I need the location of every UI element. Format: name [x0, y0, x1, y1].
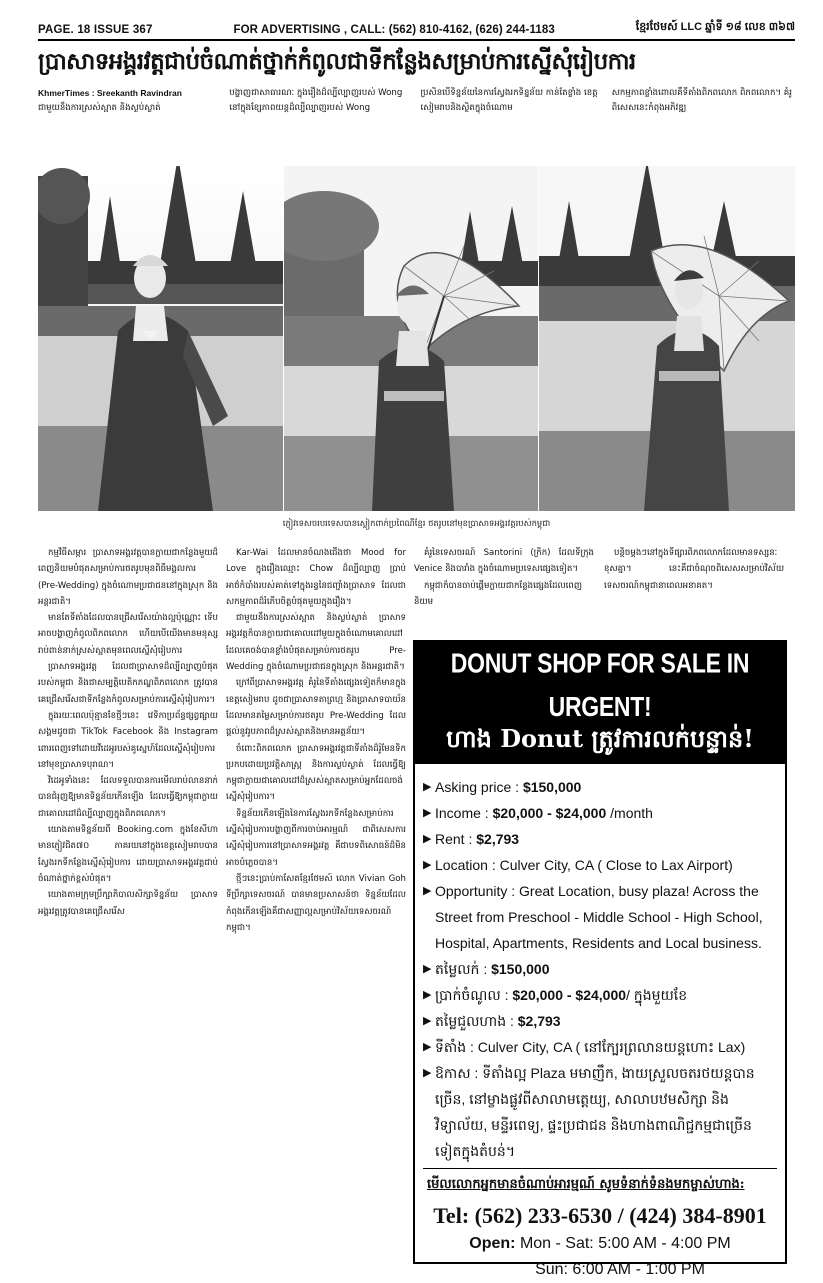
ad-detail-text — [435, 826, 777, 852]
ad-call-to-action: មើលលោកអ្នកមានចំណាប់អារម្មណ៍ សូមទំនាក់ទំនងមកម្ចាស់ហាង: — [423, 1168, 777, 1197]
bullet-arrow-icon: ▶ — [423, 1067, 432, 1079]
col2-paragraph: ថ្មីៗនេះប្រាប់កាសែតខ្មែរថែមស៍ លោក Vivian Goh ទីប្រឹក្សាទេសចរណ៍ បានមានប្រសាសន៍ថា ទិន្នន័យដែលកំពុងកើនឡើងគឺជាសញ្ញាល្អសម្រាប់វិស័យទេសចរណ៍កម្ពុជា។ — [226, 873, 406, 933]
col3-paragraph: គំរូនៃទេសចរណ៍ Santorini (ក្រិក) ដែលទីក្រុង Venice និងបារាំង ក្នុងចំណោមប្រទេសផ្សេងទៀត។ — [414, 548, 594, 575]
ad-detail-value: $150,000 — [491, 961, 550, 977]
ad-detail-label: ទីតាំង : — [435, 1039, 478, 1055]
masthead: ខ្មែរថែមស៍ LLC ឆ្នាំទី ១៨ លេខ ៣៦៧ — [635, 21, 795, 33]
ad-detail-row — [423, 1034, 777, 1060]
ad-title-khmer: ហាង Donut ត្រូវការលក់បន្ទាន់! — [446, 724, 754, 753]
ad-detail-label: Income : — [435, 805, 493, 821]
ad-detail-value: $20,000 - $24,000 — [492, 805, 607, 821]
page-header — [38, 12, 795, 41]
ad-detail-text — [435, 878, 777, 956]
ad-title-english: DONUT SHOP FOR SALE IN URGENT! — [450, 647, 750, 722]
ad-detail-value: $20,000 - $24,000 — [512, 987, 627, 1003]
bullet-arrow-icon: ▶ — [423, 781, 432, 793]
ad-hours — [415, 1231, 785, 1283]
ad-detail-label: Rent : — [435, 831, 477, 847]
col1-paragraph: ប្រាសាទអង្គរវត្ត ដែលជាប្រាសាទដ៏ល្បីល្បាញបំផុតរបស់កម្ពុជា និងជាសម្បត្តិបេតិកភណ្ឌពិភពលោក ត្រូវបានគេជ្រើសរើសជាទីកន្លែងកំពូលសម្រាប់ការស្នើសុំរៀបការ។ — [38, 662, 218, 705]
col1-paragraph: ក្នុងរយៈពេលប៉ុន្មានខែថ្មីៗនេះ វេទិកាប្រព័ន្ធផ្សព្វផ្សាយសង្គមដូចជា TikTok Facebook និង Instagram ពោរពេញទៅដោយវីដេអូរបស់គូស្នេហ៍ដែលស្នើសុំរៀបការនៅមុខប្រាសាទបុរាណ។ — [38, 710, 218, 770]
body-col-2 — [226, 545, 406, 1260]
intro-text-1: ជាមួយនឹងការស្រស់ស្អាត និងស្ងប់ស្ងាត់ — [38, 103, 161, 113]
photo-strip — [38, 166, 795, 511]
ad-details — [415, 764, 785, 1164]
ad-detail-text — [435, 800, 777, 826]
open-weekday: Mon - Sat: 5:00 AM - 4:00 PM — [515, 1235, 731, 1252]
intro-col-1 — [38, 86, 221, 166]
advertising-contact: FOR ADVERTISING , CALL: (562) 810-4162, (626) 244-1183 — [233, 24, 555, 36]
open-sunday: Sun: 6:00 AM - 1:00 PM — [535, 1261, 705, 1278]
bullet-arrow-icon: ▶ — [423, 833, 432, 845]
ad-detail-text — [435, 956, 777, 982]
col2-paragraph: ក្រៅពីប្រាសាទអង្គរវត្ត គំរូនៃទីតាំងផ្សេងទៀតក៏មានក្នុងខេត្តសៀមរាប ដូចជាប្រាសាទតាព្រហ្ម និងប្រាសាទបាយ័ន ដែលមានតម្លៃសម្រាប់ការថតរូប Pre-Wedding ដែលផ្តល់នូវរូបភាពដ៏ស្រស់ស្អាតនិងមានអត្ថន័យ។ — [226, 678, 406, 738]
ad-detail-label: ឱកាស : — [435, 1065, 483, 1081]
col3-paragraph: កម្ពុជាក៏បានចាប់ផ្តើមក្លាយជាកន្លែងផ្សេងដែលពេញនិយម — [414, 580, 583, 607]
ad-detail-label: Location : — [435, 857, 500, 873]
page-number: PAGE. 18 ISSUE 367 — [38, 24, 153, 36]
ad-detail-value: $2,793 — [476, 831, 520, 847]
ad-detail-label: Asking price : — [435, 779, 523, 795]
ad-detail-row — [423, 774, 777, 800]
col1-paragraph: យោងតាមទិន្នន័យពី Booking.com ក្នុងខែសីហា មានភ្ញៀវជិត៧០ ភាគរយនៅក្នុងខេត្តសៀមរាបបានស្វែងរកទីកន្លែងស្នើសុំរៀបការ ដោយប្រាសាទអង្គរវត្តជាប់ចំណាត់ថ្នាក់ខ្ពស់បំផុត។ — [38, 825, 218, 884]
ad-detail-row — [423, 878, 777, 956]
photo-caption: ភ្ញៀវទេសចរបរទេសបានស្លៀកពាក់ប្រពៃណីខ្មែរ ថតរូបនៅមុខប្រាសាទអង្គរវត្តរបស់កម្ពុជា — [282, 518, 551, 528]
ad-detail-rest: /month — [606, 805, 653, 821]
bullet-arrow-icon: ▶ — [423, 885, 432, 897]
ad-detail-row — [423, 1008, 777, 1034]
ad-detail-row — [423, 956, 777, 982]
ad-detail-row — [423, 982, 777, 1008]
ad-detail-row — [423, 800, 777, 826]
intro-col-3: ប្រសិនបើទិន្នន័យនៃការស្វែងរកទិន្នន័យ កាន់តែខ្លាំង ខេត្តសៀមរាបនិងស្ថិតក្នុងចំណោម — [420, 88, 598, 113]
bullet-arrow-icon: ▶ — [423, 963, 432, 975]
col1-paragraph: វិដេអូទាំងនេះ ដែលទទួលបានការមើលរាប់លាននាក់ បានជំរុញឱ្យមានទិន្នន័យកើនឡើង ដែលធ្វើឱ្យកម្ពុជាក្លាយជាគោលដៅដ៏ល្បីល្បាញក្នុងពិភពលោក។ — [38, 776, 218, 819]
ad-phone: Tel: (562) 233-6530 / (424) 384-8901 — [433, 1203, 767, 1228]
col1-paragraph: មានតែទីតាំងដែលបានជ្រើសរើសយ៉ាងល្អប៉ុណ្ណោះ ទើបអាចបង្ហាញកំពូលពិភពលោក ហើយបើយើងមានមនុស្សរាប់ពាន់នាក់ស្រស់ស្អាតមុនពេលស្នើសុំរៀបការ — [38, 613, 218, 656]
ad-detail-text — [435, 852, 777, 878]
ad-detail-label: ប្រាក់ចំណូល : — [435, 987, 513, 1003]
col2-paragraph: ជាមួយនឹងការស្រស់ស្អាត និងស្ងប់ស្ងាត់ ប្រាសាទអង្គរវត្តក៏បានក្លាយជាគោលដៅមួយក្នុងចំណោមគោលដៅដែលគេចង់បានខ្លាំងបំផុតសម្រាប់ការថតរូប Pre-Wedding ក្នុងចំណោមប្រជាជនក្នុងស្រុក និងអន្តរជាតិ។ — [226, 613, 406, 673]
article-intro — [38, 86, 795, 166]
col2-paragraph: ចំពោះពិភពលោក ប្រាសាទអង្គរវត្តជាទីតាំងដ៏រ៉ូមែនទិក ប្រកបដោយប្រវត្តិសាស្ត្រ និងការស្ងប់ស្ងាត់ ដែលធ្វើឱ្យកម្ពុជាក្លាយជាគោលដៅដ៏ស្រស់ស្អាតសម្រាប់អ្នកដែលចង់ស្នើសុំរៀបការ។ — [226, 743, 406, 803]
ad-detail-row — [423, 852, 777, 878]
bullet-arrow-icon: ▶ — [423, 989, 432, 1001]
col1-paragraph: កម្មវិធីសម្ភារ ប្រាសាទអង្គរវត្តបានក្លាយជាកន្លែងមួយដ៏ពេញនិយមបំផុតសម្រាប់ការថតរូបមុនពិធីមង្គលការ (Pre-Wedding) ក្នុងចំណោមប្រជាជននៅក្នុងស្រុក និងអន្តរជាតិ។ — [38, 548, 218, 607]
ad-title-block — [415, 642, 785, 764]
open-label: Open: — [469, 1235, 516, 1252]
bullet-arrow-icon: ▶ — [423, 807, 432, 819]
ad-detail-row — [423, 826, 777, 852]
col1-paragraph: យោងតាមក្រុមប្រឹក្សាភិបាលសិក្សាទិន្នន័យ ប្រាសាទអង្គរវត្តត្រូវបានគេជ្រើសរើស — [38, 890, 218, 917]
ad-detail-text — [435, 1060, 777, 1164]
ad-detail-rest: ទីតាំងល្អ Plaza មមាញឹក, ងាយស្រួលចតរថយន្តបានច្រើន, នៅម្ខាងផ្លូវពីសាលាមត្តេយ្យ, សាលាបឋមសិក្សា និងវិទ្យាល័យ, មន្ទីរពេទ្យ, ផ្ទះប្រជាជន និងហាងពាណិជ្ជកម្មជាច្រើនទៀតក្នុងតំបន់។ — [435, 1065, 755, 1159]
donut-shop-ad — [413, 640, 787, 1278]
ad-detail-text — [435, 774, 777, 800]
ad-detail-value: $150,000 — [522, 779, 582, 795]
body-col-4 — [604, 545, 784, 633]
ad-detail-value: $2,793 — [517, 1013, 561, 1029]
ad-detail-rest: Culver City, CA ( Close to Lax Airport) — [499, 857, 733, 873]
bullet-arrow-icon: ▶ — [423, 859, 432, 871]
photo-woman-praying — [38, 166, 284, 511]
ad-detail-label: តម្លៃជួលហាង : — [435, 1013, 518, 1029]
byline: KhmerTimes : Sreekanth Ravindran — [38, 88, 182, 98]
ad-detail-rest: Great Location, busy plaza! Across the Street from Preschool - Middle School - High School, Hospital, Apartments, Residents and Local business. — [435, 883, 763, 951]
ad-detail-rest: Culver City, CA ( នៅក្បែរព្រលានយន្តហោះ Lax) — [477, 1039, 746, 1055]
intro-col-4: សកម្មភាពខ្លាំងពោលគឺទីតាំងពិភពលោក ពិភពលោក។ គំរូពិសេសនេះកំពុងអភិវឌ្ឍ — [611, 88, 792, 113]
ad-detail-text — [435, 1034, 777, 1060]
photo-woman-umbrella-2 — [539, 166, 795, 511]
ad-detail-text — [435, 1008, 777, 1034]
ad-detail-label: Opportunity : — [435, 883, 520, 899]
article-headline: ប្រាសាទអង្គរវត្តជាប់ចំណាត់ថ្នាក់កំពូលជាទីកន្លែងសម្រាប់ការស្នើសុំរៀបការ — [38, 48, 636, 75]
col2-paragraph: Kar-Wai ដែលមានចំណងជើងថា Mood for Love ក្នុងរឿងឈ្មោះ Chow ដ៏ល្បីល្បាញ ប្រាប់អាថ៌កំបាំងរបស់គាត់ទៅក្នុងរន្ធនៃជញ្ជាំងប្រាសាទ ដែលជាសកម្មភាពដ៏រំភើបចិត្តបំផុតមួយក្នុងរឿង។ — [226, 548, 406, 607]
col2-paragraph: ទិន្នន័យកើនឡើងនៃការស្វែងរកទីកន្លែងសម្រាប់ការស្នើសុំរៀបការបង្ហាញពីការចាប់អារម្មណ៍ ជាពិសេសការស្នើសុំរៀបការនៅប្រាសាទអង្គរវត្ត គឺជាបទពិសោធន៍ដ៏មិនអាចបំភ្លេចបាន។ — [226, 808, 406, 868]
intro-col-2: បង្ហាញជាសាធារណៈ ក្នុងរឿងដ៏ល្បីល្បាញរបស់ Wong នៅក្នុងខ្សែភាពយន្តដ៏ល្បីល្បាញរបស់ Wong — [229, 88, 403, 113]
ad-detail-label: តម្លៃលក់ : — [435, 961, 492, 977]
photo-woman-umbrella — [284, 166, 538, 511]
bullet-arrow-icon: ▶ — [423, 1015, 432, 1027]
body-col-3 — [414, 545, 594, 633]
col4-paragraph: បន្ថិចម្តងៗនៅក្នុងទីផ្សារពិភពលោកដែលមានទស្សនៈខុសគ្នា។ នេះគឺជាចំណុចពិសេសសម្រាប់វិស័យទេសចរណ៍កម្ពុជានាពេលអនាគត។ — [604, 548, 784, 591]
ad-detail-row — [423, 1060, 777, 1164]
ad-detail-rest: / ក្នុងមួយខែ — [626, 987, 688, 1003]
ad-detail-text — [435, 982, 777, 1008]
bullet-arrow-icon: ▶ — [423, 1041, 432, 1053]
body-col-1 — [38, 545, 218, 1260]
